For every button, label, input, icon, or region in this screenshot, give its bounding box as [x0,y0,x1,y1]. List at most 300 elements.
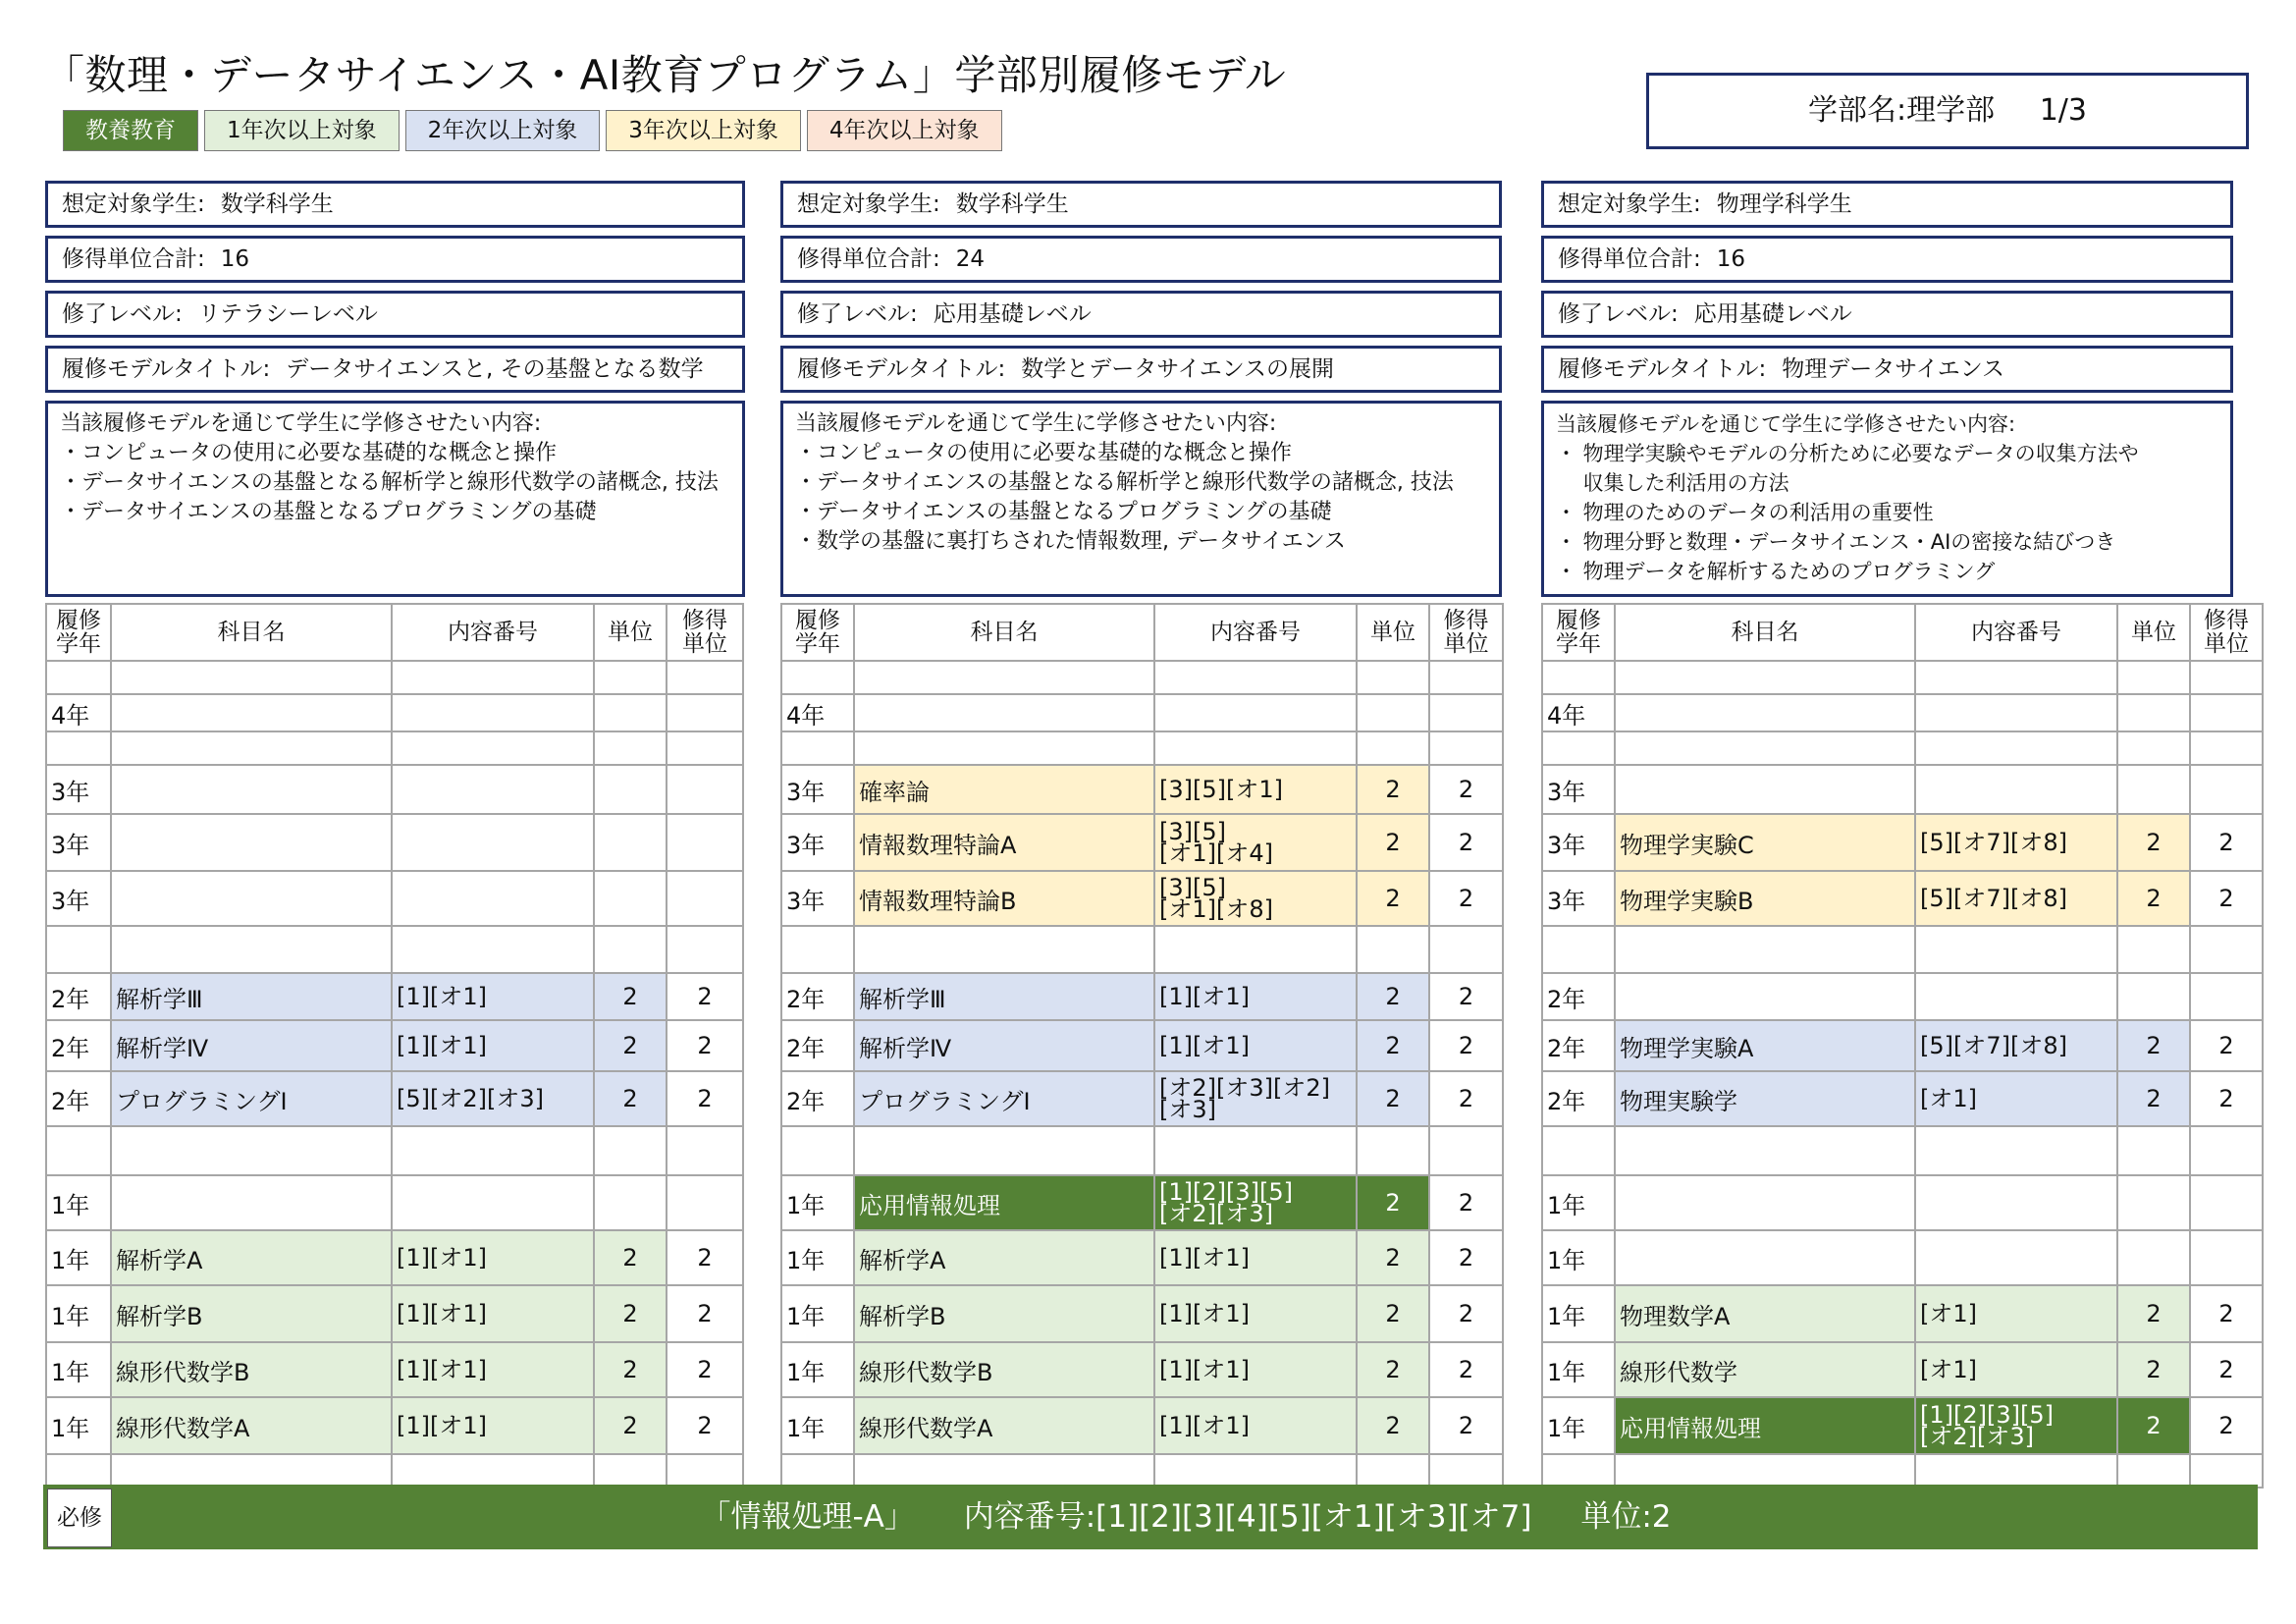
subject-cell: 物理実験学 [1615,1071,1915,1126]
year-cell [781,926,854,973]
subject-cell [111,661,392,694]
code-cell [392,661,594,694]
year-cell [781,1454,854,1488]
subject-cell: 解析学Ⅲ [111,973,392,1020]
year-cell [46,1126,111,1175]
code-cell [392,1175,594,1230]
code-cell [1915,661,2117,694]
target-value: 数学科学生 [955,191,1069,217]
header-year: 履修 学年 [781,604,854,661]
header-subject: 科目名 [854,604,1154,661]
code-cell [392,694,594,731]
subject-cell: 解析学B [854,1285,1154,1342]
earned-cell: 2 [2190,871,2263,926]
code-cell [392,731,594,765]
table-row [1542,1454,2263,1488]
table-row [46,973,743,1020]
units-cell [1357,661,1429,694]
units-cell: 2 [1357,765,1429,814]
code-cell: [1][オ1] [1154,1285,1357,1342]
subject-cell: 応用情報処理 [1615,1397,1915,1454]
code-cell: [5][オ7][オ8] [1915,1020,2117,1071]
total-label: 修得単位合計: [62,246,205,272]
subject-cell [111,1126,392,1175]
subject-cell [854,661,1154,694]
table-row [46,1397,743,1454]
earned-cell [2190,731,2263,765]
subject-cell: 解析学A [111,1230,392,1285]
units-cell [1357,731,1429,765]
earned-cell: 2 [667,1342,743,1397]
year-cell: 4年 [1542,694,1615,731]
earned-cell [667,1126,743,1175]
code-cell: [5][オ2][オ3] [392,1071,594,1126]
subject-cell: 物理数学A [1615,1285,1915,1342]
year-cell: 2年 [46,1020,111,1071]
units-cell [2117,661,2190,694]
units-cell: 2 [594,1285,667,1342]
header-year: 履修 学年 [1542,604,1615,661]
year-cell: 2年 [1542,1020,1615,1071]
earned-cell [1429,694,1503,731]
earned-cell [2190,973,2263,1020]
target-label: 想定対象学生: [62,191,205,217]
code-cell: [3][5] [オ1][オ8] [1154,871,1357,926]
code-cell [1915,1230,2117,1285]
units-cell: 2 [2117,814,2190,871]
earned-cell [2190,661,2263,694]
subject-cell [111,814,392,871]
units-cell [2117,694,2190,731]
code-cell [392,1454,594,1488]
units-cell [594,1126,667,1175]
units-cell [2117,1454,2190,1488]
table-row [781,926,1503,973]
model-info-3 [1541,181,2233,597]
units-cell: 2 [594,1342,667,1397]
year-cell: 2年 [46,973,111,1020]
units-cell: 2 [594,973,667,1020]
subject-cell: 解析学Ⅳ [111,1020,392,1071]
earned-cell [2190,765,2263,814]
year-cell: 3年 [46,871,111,926]
model-title-box [45,346,745,393]
earned-cell: 2 [1429,1230,1503,1285]
earned-cell [667,731,743,765]
table-row [1542,661,2263,694]
table-row [781,1175,1503,1230]
header-year: 履修 学年 [46,604,111,661]
units-cell [594,765,667,814]
year-cell [781,731,854,765]
year-cell: 3年 [781,871,854,926]
earned-cell: 2 [1429,814,1503,871]
earned-cell: 2 [1429,1342,1503,1397]
total-value: 24 [955,246,986,272]
content-item: ・ 物理のためのデータの利活用の重要性 [1556,501,1934,524]
code-cell [1154,694,1357,731]
table-row [781,1397,1503,1454]
header-earned: 修得 単位 [1429,604,1503,661]
year-cell: 3年 [781,765,854,814]
code-cell: [1][オ1] [392,1285,594,1342]
content-label: 当該履修モデルを通じて学生に学修させたい内容: [1556,412,2016,436]
required-course-codes: 内容番号:[1][2][3][4][5][オ1][オ3][オ7] [963,1499,1532,1535]
subject-cell [854,926,1154,973]
total-units-box [1541,236,2233,283]
code-cell: [1][オ1] [392,1397,594,1454]
subject-cell [1615,731,1915,765]
units-cell: 2 [594,1071,667,1126]
subject-cell [854,1454,1154,1488]
code-cell [1154,926,1357,973]
year-cell: 1年 [46,1230,111,1285]
earned-cell [1429,661,1503,694]
earned-cell: 2 [1429,1071,1503,1126]
table-row [1542,694,2263,731]
units-cell [594,1454,667,1488]
earned-cell [667,871,743,926]
year-cell [781,661,854,694]
year-cell: 2年 [1542,973,1615,1020]
year-cell: 2年 [46,1071,111,1126]
level-value: 応用基礎レベル [933,301,1092,327]
subject-cell [854,694,1154,731]
code-cell: [1][オ1] [1154,1342,1357,1397]
table-row [781,973,1503,1020]
year-cell: 1年 [781,1285,854,1342]
year-cell [46,926,111,973]
subject-cell: 線形代数学A [111,1397,392,1454]
earned-cell: 2 [2190,1397,2263,1454]
year-cell: 2年 [781,973,854,1020]
content-item: ・ 物理データを解析するためのプログラミング [1556,560,1996,583]
table-row [46,694,743,731]
subject-cell: プログラミングⅠ [854,1071,1154,1126]
code-cell: [1][2][3][5] [オ2][オ3] [1154,1175,1357,1230]
model-info-2 [780,181,1502,597]
code-cell: [1][オ1] [1154,1397,1357,1454]
table-row [46,1230,743,1285]
table-row [1542,973,2263,1020]
total-label: 修得単位合計: [1558,246,1701,272]
subject-cell [1615,694,1915,731]
content-label: 当該履修モデルを通じて学生に学修させたい内容: [795,411,1277,436]
earned-cell [2190,1175,2263,1230]
earned-cell [667,694,743,731]
table-row [46,1020,743,1071]
model-info-1 [45,181,745,597]
earned-cell [1429,1126,1503,1175]
table-row [1542,1397,2263,1454]
units-cell: 2 [2117,1020,2190,1071]
earned-cell [667,765,743,814]
year-cell: 1年 [781,1175,854,1230]
target-value: 数学科学生 [220,191,334,217]
units-cell: 2 [1357,1342,1429,1397]
table-row [1542,814,2263,871]
level-box [1541,291,2233,338]
units-cell: 2 [1357,1020,1429,1071]
year-cell [46,661,111,694]
header-units: 単位 [594,604,667,661]
content-label: 当該履修モデルを通じて学生に学修させたい内容: [60,411,542,436]
subject-cell [854,1126,1154,1175]
earned-cell [667,1454,743,1488]
subject-cell [111,1175,392,1230]
table-row [1542,926,2263,973]
earned-cell: 2 [1429,765,1503,814]
subject-cell: プログラミングⅠ [111,1071,392,1126]
units-cell [2117,973,2190,1020]
units-cell [2117,731,2190,765]
subject-cell [1615,926,1915,973]
course-table-1 [45,603,744,1489]
table-row [781,731,1503,765]
code-cell: [5][オ7][オ8] [1915,814,2117,871]
content-item: ・データサイエンスの基盤となる解析学と線形代数学の諸概念, 技法 [795,470,1454,495]
code-cell [1915,926,2117,973]
legend-item-year3: 3年次以上対象 [606,110,801,151]
content-item: ・データサイエンスの基盤となるプログラミングの基礎 [795,500,1332,524]
year-cell: 1年 [781,1342,854,1397]
year-cell [1542,926,1615,973]
year-cell: 1年 [1542,1342,1615,1397]
units-cell [1357,694,1429,731]
subject-cell: 物理学実験C [1615,814,1915,871]
earned-cell [2190,694,2263,731]
code-cell: [1][2][3][5] [オ2][オ3] [1915,1397,2117,1454]
units-cell: 2 [1357,1285,1429,1342]
year-cell: 1年 [46,1342,111,1397]
year-cell: 2年 [781,1071,854,1126]
year-cell: 2年 [1542,1071,1615,1126]
header-units: 単位 [1357,604,1429,661]
subject-cell [1615,1175,1915,1230]
year-cell [1542,661,1615,694]
year-cell: 1年 [46,1397,111,1454]
header-earned: 修得 単位 [667,604,743,661]
year-cell [46,731,111,765]
code-cell: [3][5] [オ1][オ4] [1154,814,1357,871]
subject-cell [1615,765,1915,814]
table-row [781,871,1503,926]
level-value: リテラシーレベル [197,301,378,327]
units-cell [594,1175,667,1230]
table-row [781,1285,1503,1342]
earned-cell: 2 [667,1230,743,1285]
units-cell: 2 [2117,1342,2190,1397]
earned-cell: 2 [2190,814,2263,871]
year-cell: 3年 [46,765,111,814]
earned-cell: 2 [1429,1020,1503,1071]
earned-cell [1429,731,1503,765]
table-row [1542,1285,2263,1342]
model-title-box [1541,346,2233,393]
header-subject: 科目名 [1615,604,1915,661]
code-cell: [1][オ1] [1154,1020,1357,1071]
code-cell [1915,765,2117,814]
units-cell [2117,926,2190,973]
year-cell: 1年 [1542,1397,1615,1454]
model-title-value: データサイエンスと, その基盤となる数学 [286,356,704,382]
units-cell [594,731,667,765]
required-label: 必修 [47,1489,112,1547]
units-cell [594,694,667,731]
model-title-box [780,346,1502,393]
table-row [46,661,743,694]
year-cell: 3年 [1542,765,1615,814]
year-cell: 3年 [1542,871,1615,926]
year-cell: 1年 [781,1230,854,1285]
code-cell: [オ1] [1915,1285,2117,1342]
required-course-name: 「情報処理-A」 [700,1499,915,1535]
earned-cell: 2 [2190,1020,2263,1071]
year-cell: 1年 [1542,1230,1615,1285]
units-cell: 2 [594,1397,667,1454]
subject-cell [111,694,392,731]
table-row [781,1342,1503,1397]
year-cell [781,1126,854,1175]
earned-cell: 2 [667,1397,743,1454]
year-cell: 3年 [1542,814,1615,871]
earned-cell: 2 [2190,1071,2263,1126]
units-cell [594,926,667,973]
legend-item-year1: 1年次以上対象 [204,110,400,151]
level-value: 応用基礎レベル [1693,301,1852,327]
table-row [1542,871,2263,926]
code-cell: [1][オ1] [392,973,594,1020]
year-cell: 3年 [781,814,854,871]
code-cell: [1][オ1] [392,1342,594,1397]
code-cell: [5][オ7][オ8] [1915,871,2117,926]
earned-cell [2190,1454,2263,1488]
table-row [46,1071,743,1126]
legend-item-year2: 2年次以上対象 [405,110,601,151]
content-box [780,401,1502,597]
level-label: 修了レベル: [1558,301,1679,327]
year-cell: 1年 [46,1175,111,1230]
subject-cell: 情報数理特論A [854,814,1154,871]
table-row [1542,731,2263,765]
year-cell [1542,731,1615,765]
subject-cell: 解析学Ⅳ [854,1020,1154,1071]
earned-cell: 2 [1429,871,1503,926]
required-course-units: 単位:2 [1580,1499,1672,1535]
table-row [1542,1230,2263,1285]
code-cell [392,871,594,926]
content-item: 収集した利活用の方法 [1556,471,1789,495]
earned-cell: 2 [2190,1285,2263,1342]
units-cell [2117,1230,2190,1285]
subject-cell: 解析学Ⅲ [854,973,1154,1020]
code-cell [1915,731,2117,765]
page-title: 「数理・データサイエンス・AI教育プログラム」学部別履修モデル [43,51,1287,99]
table-row [781,661,1503,694]
subject-cell: 線形代数学A [854,1397,1154,1454]
year-cell [1542,1454,1615,1488]
earned-cell: 2 [667,1285,743,1342]
code-cell [1915,1126,2117,1175]
code-cell [1915,694,2117,731]
target-value: 物理学科学生 [1716,191,1852,217]
code-cell [1154,731,1357,765]
total-value: 16 [220,246,250,272]
content-item: ・数学の基盤に裏打ちされた情報数理, データサイエンス [795,529,1346,554]
units-cell: 2 [2117,1285,2190,1342]
header-subject: 科目名 [111,604,392,661]
subject-cell [1615,973,1915,1020]
code-cell: [1][オ1] [1154,973,1357,1020]
subject-cell [111,765,392,814]
subject-cell: 線形代数学 [1615,1342,1915,1397]
subject-cell [1615,661,1915,694]
units-cell [1357,926,1429,973]
content-item: ・コンピュータの使用に必要な基礎的な概念と操作 [795,441,1293,465]
target-box [1541,181,2233,228]
table-row [781,814,1503,871]
table-row [781,1071,1503,1126]
table-row [781,1020,1503,1071]
code-cell: [1][オ1] [392,1020,594,1071]
code-cell [392,814,594,871]
year-cell: 1年 [781,1397,854,1454]
units-cell [594,871,667,926]
code-cell [1915,1175,2117,1230]
level-label: 修了レベル: [62,301,183,327]
units-cell: 2 [2117,1397,2190,1454]
table-row [1542,1342,2263,1397]
year-cell: 4年 [781,694,854,731]
earned-cell: 2 [1429,1285,1503,1342]
earned-cell: 2 [1429,1397,1503,1454]
earned-cell [2190,1230,2263,1285]
code-cell [1154,661,1357,694]
units-cell [1357,1126,1429,1175]
units-cell: 2 [1357,1071,1429,1126]
subject-cell [111,926,392,973]
code-cell [1154,1454,1357,1488]
subject-cell: 線形代数学B [111,1342,392,1397]
code-cell: [1][オ1] [1154,1230,1357,1285]
target-label: 想定対象学生: [797,191,940,217]
header-code: 内容番号 [392,604,594,661]
level-box [45,291,745,338]
header-units: 単位 [2117,604,2190,661]
content-box [1541,401,2233,597]
code-cell: [オ1] [1915,1342,2117,1397]
code-cell [1915,973,2117,1020]
units-cell [2117,1175,2190,1230]
subject-cell [111,731,392,765]
table-row [1542,765,2263,814]
level-label: 修了レベル: [797,301,918,327]
earned-cell [667,814,743,871]
page-number: 1/3 [2039,93,2087,128]
subject-cell [1615,1126,1915,1175]
table-row [46,731,743,765]
units-cell [2117,765,2190,814]
table-row [1542,1071,2263,1126]
model-title-label: 履修モデルタイトル: [797,356,1006,382]
subject-cell: 情報数理特論B [854,871,1154,926]
course-table-2 [780,603,1504,1489]
table-row [1542,1020,2263,1071]
required-course-bar [43,1485,2258,1549]
units-cell: 2 [1357,1397,1429,1454]
year-cell [1542,1126,1615,1175]
content-item: ・ 物理分野と数理・データサイエンス・AIの密接な結びつき [1556,530,2116,554]
